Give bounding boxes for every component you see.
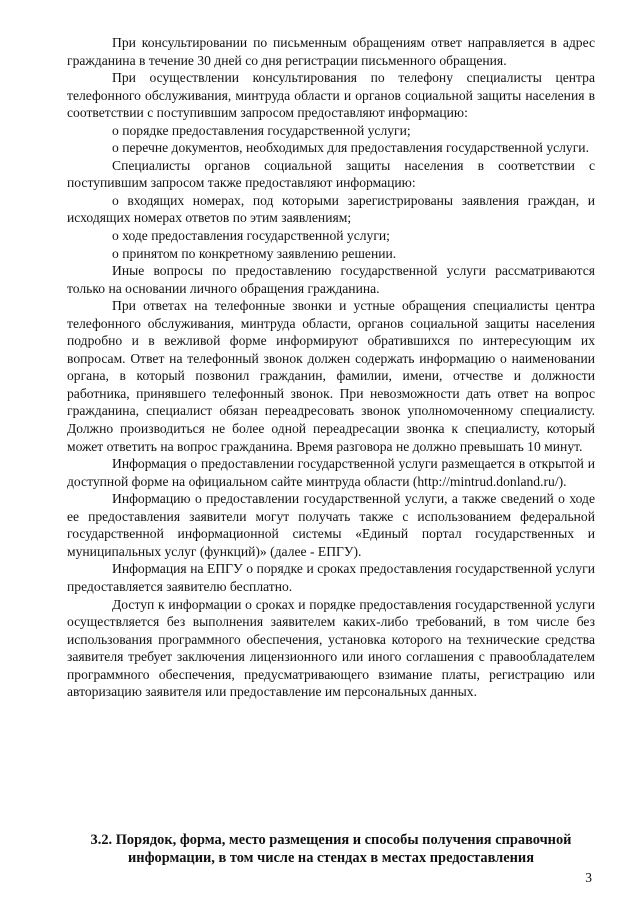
paragraph: Информация на ЕПГУ о порядке и сроках предоставления государственной услуги предоставляется заявителю бесплатно. — [67, 561, 595, 594]
paragraph: При консультировании по письменным обращениям ответ направляется в адрес гражданина в течение 30 дней со дня регистрации письменного обращения. — [67, 35, 595, 68]
list-item: о перечне документов, необходимых для предоставления государственной услуги. — [112, 140, 589, 156]
paragraph: Доступ к информации о сроках и порядке предоставления государственной услуги осуществляется без выполнения заявителем каких-либо требований, в том числе без использования программного обеспечения, установка которого на технические средства заявителя требует заключения лицензионного или иного соглашения с правообладателем программного обеспечения, предусматривающего взимание платы, регистрацию или авторизацию заявителя или предоставление им персональных данных. — [67, 596, 595, 700]
list-item: о ходе предоставления государственной услуги; — [112, 228, 390, 244]
body-text — [67, 34, 595, 701]
page-number: 3 — [585, 870, 592, 885]
list-item: о входящих номерах, под которыми зарегистрированы заявления граждан, и исходящих номерах ответов по этим заявлениям; — [67, 192, 595, 226]
section-heading: 3.2. Порядок, форма, место размещения и способы получения справочной информации, в том числе на стендах в местах предоставления — [90, 832, 572, 866]
list-item: о принятом по конкретному заявлению решении. — [112, 245, 397, 261]
paragraph: При ответах на телефонные звонки и устные обращения специалисты центра телефонного обслуживания, минтруда области, органов социальной защиты населения подробно и в вежливой форме информируют обратившихся по интересующим их вопросам. Ответ на телефонный звонок должен содержать информацию о наименовании органа, в который позвонил гражданин, фамилии, имени, отчестве и должности работника, принявшего телефонный звонок. При невозможности дать ответ на вопрос гражданина, специалист обязан переадресовать звонок уполномоченному специалисту. Должно производиться не более одной переадресации звонка к специалисту, который может ответить на вопрос гражданина. Время разговора не должно превышать 10 минут. — [67, 298, 595, 454]
paragraph: Информация о предоставлении государственной услуги размещается в открытой и доступной форме на официальном сайте минтруда области (http://mintrud.donland.ru/). — [67, 456, 595, 489]
paragraph: Иные вопросы по предоставлению государственной услуги рассматриваются только на основании личного обращения гражданина. — [67, 263, 595, 296]
paragraph: При осуществлении консультирования по телефону специалисты центра телефонного обслуживания, минтруда области и органов социальной защиты населения в соответствии с поступившим запросом предоставляют информацию: — [67, 70, 595, 121]
paragraph: Специалисты органов социальной защиты населения в соответствии с поступившим запросом также предоставляют информацию: — [67, 157, 595, 191]
paragraph: Информацию о предоставлении государственной услуги, а также сведений о ходе ее предоставления заявители могут получать также с использованием федеральной государственной информационной системы «Единый портал государственных и муниципальных услуг (функций)» (далее - ЕПГУ). — [67, 491, 595, 559]
list-item: о порядке предоставления государственной услуги; — [112, 122, 411, 138]
